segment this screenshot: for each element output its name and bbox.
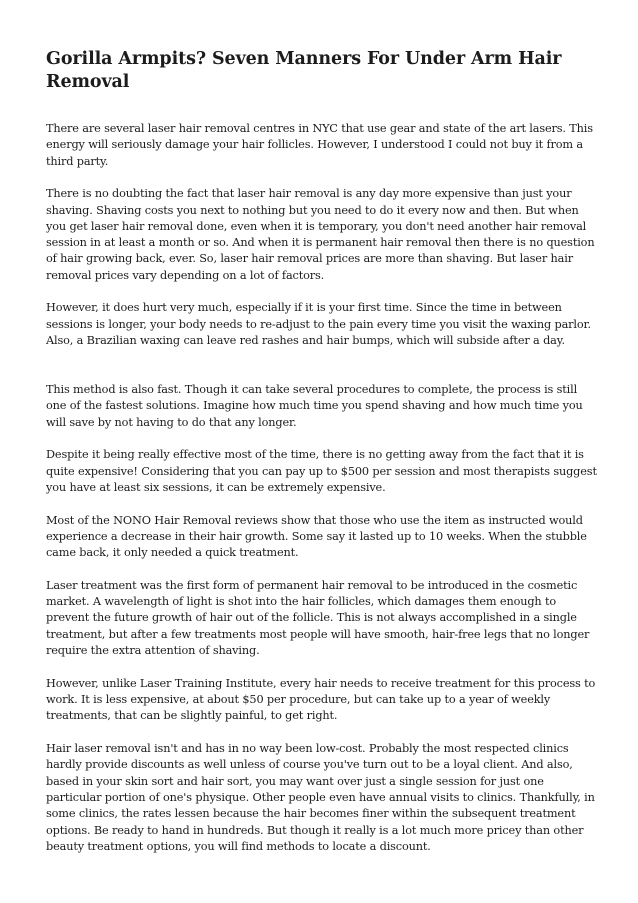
paragraph-3: However, it does hurt very much, especially if it is your first time. Since the time in between sessions is longer, your body needs to re-adjust to the pain every time you visit the waxing parlor. Also, a Brazilian waxing can leave red rashes and hair bumps, which will subside after a day. [46, 301, 592, 348]
paragraph-4: This method is also fast. Though it can take several procedures to complete, the process is still one of the fastest solutions. Imagine how much time you spend shaving and how much time you will save by not having to do that any longer. [46, 383, 583, 429]
document-page [46, 48, 598, 872]
paragraph-8: However, unlike Laser Training Institute, every hair needs to receive treatment for this process to work. It is less expensive, at about $50 per procedure, but can take up to a year of weekly treatments, that can be slightly painful, to get right. [46, 676, 596, 723]
paragraph-7: Laser treatment was the first form of permanent hair removal to be introduced in the cosmetic market. A wavelength of light is shot into the hair follicles, which damages them enough to prevent the future growth of hair out of the follicle. This is not always accomplished in a single treatment, but after a few treatments most people will have smooth, hair-free legs that no longer require the extra attention of shaving. [46, 578, 590, 658]
paragraph-5: Despite it being really effective most of the time, there is no getting away from the fact that it is quite expensive! Considering that you can pay up to $500 per session and most therapists suggest you have at least six sessions, it can be extremely expensive. [46, 448, 597, 494]
paragraph-1: There are several laser hair removal centres in NYC that use gear and state of the art lasers. This energy will seriously damage your hair follicles. However, I understood I could not buy it from a third party. [46, 122, 593, 168]
blank-spacer [46, 366, 598, 382]
paragraph-2: There is no doubting the fact that laser hair removal is any day more expensive than just your shaving. Shaving costs you next to nothing but you need to do it every now and then. But when you get laser hair removal done, even when it is temporary, you don't need another hair removal session in at least a month or so. And when it is permanent hair removal then there is no question of hair growing back, ever. So, laser hair removal prices are more than shaving. But laser hair removal prices vary depending on a lot of factors. [46, 187, 595, 282]
paragraph-6: Most of the NONO Hair Removal reviews show that those who use the item as instructed would experience a decrease in their hair growth. Some say it lasted up to 10 weeks. When the stubble came back, it only needed a quick treatment. [46, 513, 587, 560]
paragraph-9: Hair laser removal isn't and has in no way been low-cost. Probably the most respected clinics hardly provide discounts as well unless of course you've turn out to be a loyal client. And also, based in your skin sort and hair sort, you may want over just a single session for just one particular portion of one's physique. Other people even have annual visits to clinics. Thankfully, in some clinics, the rates lessen because the hair becomes finer within the subsequent treatment options. Be ready to hand in hundreds. But though it really is a lot much more pricey than other beauty treatment options, you will find methods to locate a discount. [46, 742, 595, 853]
document-title: Gorilla Armpits? Seven Manners For Under Arm Hair Removal [46, 49, 562, 92]
